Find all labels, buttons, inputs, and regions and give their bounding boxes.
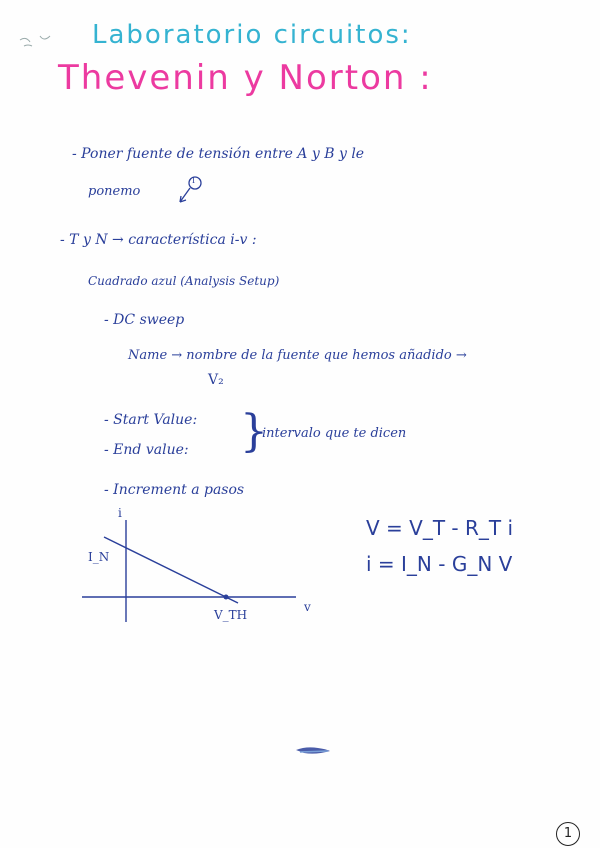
graph-xintercept-label: V_TH xyxy=(214,608,248,622)
note-line-2: ponemo xyxy=(88,184,141,199)
graph-x-label: v xyxy=(304,600,311,614)
probe-label: I xyxy=(192,176,196,185)
equation-2: i = I_N - G_N V xyxy=(366,552,513,576)
title-line-1: Laboratorio circuitos: xyxy=(92,20,412,50)
graph-yintercept-label: I_N xyxy=(88,550,110,564)
note-line-9: - End value: xyxy=(104,442,189,458)
page-number: 1 xyxy=(556,822,580,846)
note-line-3: - T y N → característica i-v : xyxy=(60,232,257,248)
note-line-8: - Start Value: xyxy=(104,412,198,428)
brace-icon: } xyxy=(240,406,268,457)
note-line-11: - Increment a pasos xyxy=(104,482,245,498)
graph-y-label: i xyxy=(118,506,122,520)
note-line-1: - Poner fuente de tensión entre A y B y le xyxy=(72,146,365,162)
title-line-2: Thevenin y Norton : xyxy=(58,58,433,98)
note-line-5: - DC sweep xyxy=(104,312,185,328)
equation-1: V = V_T - R_T i xyxy=(366,516,514,540)
note-line-10: intervalo que te dicen xyxy=(262,426,407,441)
note-line-4: Cuadrado azul (Analysis Setup) xyxy=(88,274,280,288)
note-line-7: V₂ xyxy=(208,372,224,388)
note-line-6: Name → nombre de la fuente que hemos añadido → xyxy=(128,348,467,363)
